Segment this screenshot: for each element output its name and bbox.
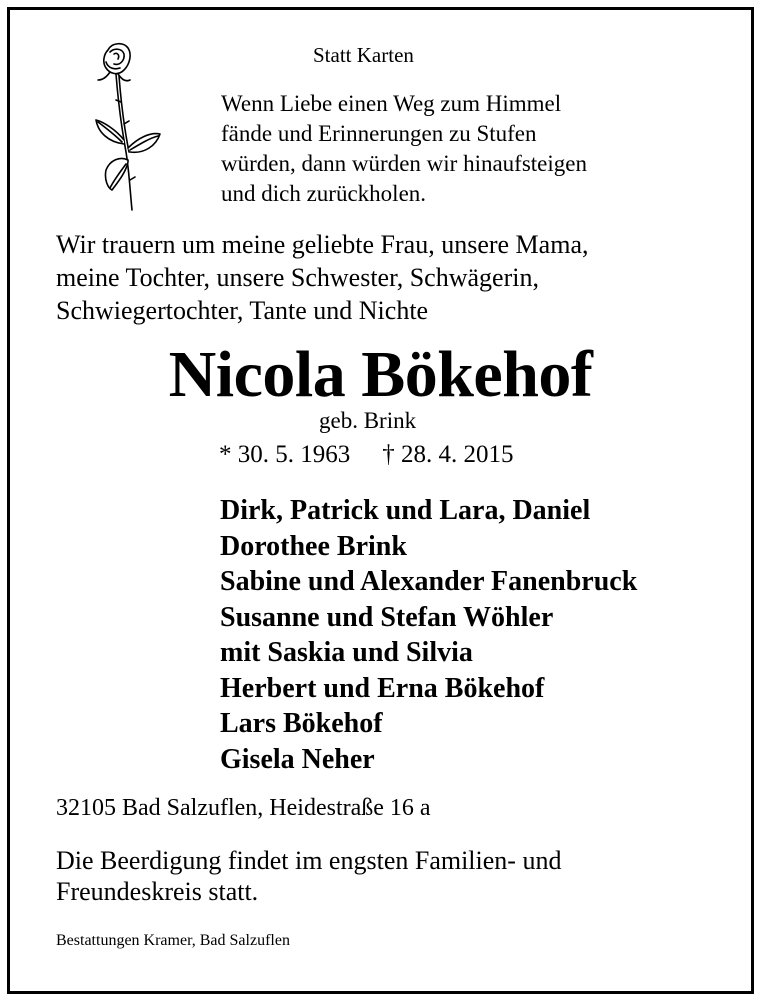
birth-date: * 30. 5. 1963 xyxy=(219,441,351,468)
family-address: 32105 Bad Salzuflen, Heidestraße 16 a xyxy=(56,795,431,821)
funeral-line: Die Beerdigung findet im engsten Familien- und xyxy=(56,846,562,875)
mourner-line: mit Saskia und Silvia xyxy=(220,637,473,668)
mourners-list xyxy=(220,493,637,777)
rose-icon xyxy=(88,40,168,212)
poem-line: fände und Erinnerungen zu Stufen xyxy=(221,121,537,146)
mourner-line: Dirk, Patrick und Lara, Daniel xyxy=(220,495,591,526)
mourning-intro xyxy=(56,228,588,327)
mourner-line: Sabine und Alexander Fanenbruck xyxy=(220,566,638,597)
mourner-line: Gisela Neher xyxy=(220,743,375,775)
undertaker-credit: Bestattungen Kramer, Bad Salzuflen xyxy=(56,932,290,949)
intro-line: Wir trauern um meine geliebte Frau, unsere Mama, xyxy=(56,230,589,259)
death-date: † 28. 4. 2015 xyxy=(382,441,514,468)
mourner-line: Dorothee Brink xyxy=(220,530,407,562)
poem-line: würden, dann würden wir hinaufsteigen xyxy=(221,151,587,176)
statt-karten-heading: Statt Karten xyxy=(313,43,414,67)
deceased-name: Nicola Bökehof xyxy=(168,338,593,411)
poem-line: Wenn Liebe einen Weg zum Himmel xyxy=(221,91,562,116)
funeral-notice xyxy=(56,845,561,907)
funeral-line: Freundeskreis statt. xyxy=(56,877,259,906)
intro-line: Schwiegertochter, Tante und Nichte xyxy=(56,296,429,325)
mourner-line: Lars Bökehof xyxy=(220,708,383,739)
mourner-line: Herbert und Erna Bökehof xyxy=(220,672,545,704)
intro-line: meine Tochter, unsere Schwester, Schwägerin, xyxy=(56,263,539,292)
maiden-name: geb. Brink xyxy=(319,408,417,433)
life-dates xyxy=(219,441,514,469)
mourner-line: Susanne und Stefan Wöhler xyxy=(220,601,554,633)
poem xyxy=(221,89,587,209)
poem-line: und dich zurückholen. xyxy=(221,181,427,206)
